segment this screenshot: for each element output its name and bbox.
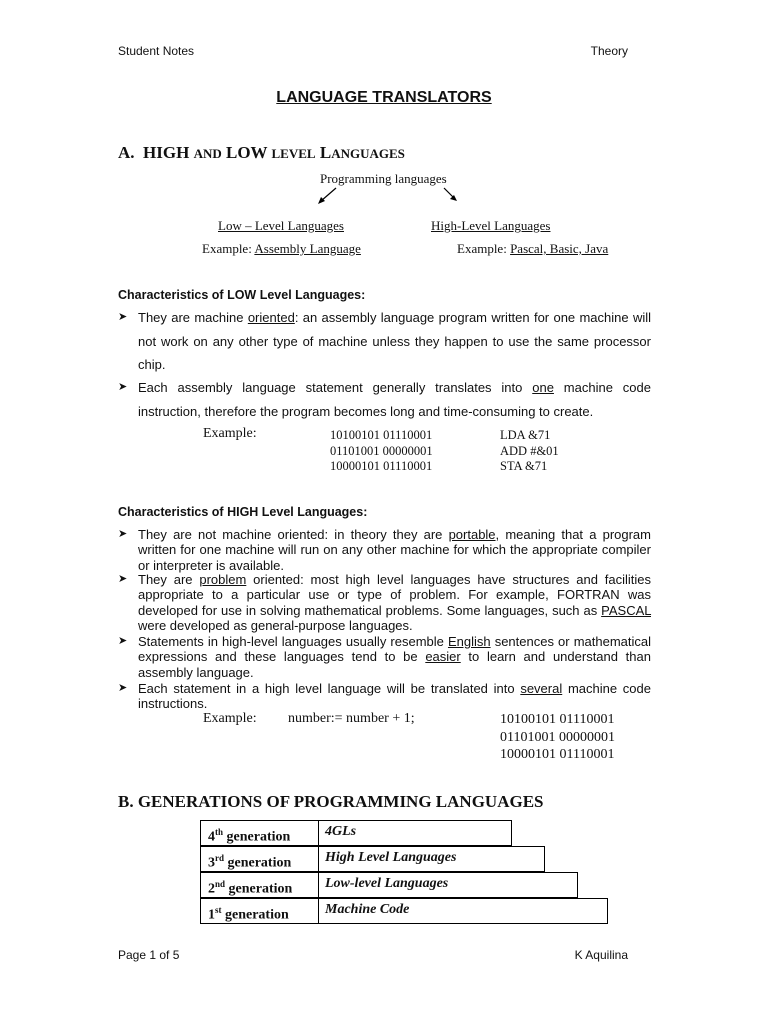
generation-row-3: [200, 846, 545, 872]
generation-row-2: [200, 872, 578, 898]
list-item: ➤ They are problem oriented: most high level languages have structures and facilities appropriate to a particular use or type of problem. For example, FORTRAN was developed for use in solving mathematical problems. Some languages, such as PASCAL were developed as general-purpose languages.: [118, 572, 651, 634]
low-example-label: Example:: [203, 426, 257, 441]
list-item: ➤ They are not machine oriented: in theory they are portable, meaning that a program written for one machine will run on any other machine for which the appropriate compiler or interpreter is available.: [118, 527, 651, 573]
header-right: Theory: [590, 44, 628, 58]
low-level-example: Example: Assembly Language: [202, 241, 361, 256]
low-level-heading: Characteristics of LOW Level Languages:: [118, 288, 366, 302]
generation-label: 1st generation: [201, 899, 319, 923]
tree-root-label: Programming languages: [320, 171, 447, 186]
low-assembly-code: LDA &71 ADD #&01 STA &71: [500, 428, 559, 473]
page-title: LANGUAGE TRANSLATORS: [276, 89, 492, 106]
arrowhead-bullet-icon: ➤: [118, 573, 128, 585]
generation-desc: Low-level Languages: [325, 876, 449, 891]
arrowhead-bullet-icon: ➤: [118, 381, 128, 393]
generation-row-4: [200, 820, 512, 846]
arrowhead-bullet-icon: ➤: [118, 311, 128, 323]
high-level-heading: Characteristics of HIGH Level Languages:: [118, 505, 368, 519]
list-item: ➤ Each statement in a high level language will be translated into several machine code instructions.: [118, 681, 651, 712]
high-level-label: High-Level Languages: [431, 218, 551, 233]
arrow-down-right-icon: [440, 186, 460, 204]
list-item: ➤ They are machine oriented: an assembly language program written for one machine will not work on any other type of machine unless they happen to use the same processor chip.: [118, 306, 651, 377]
section-b-heading: B. GENERATIONS OF PROGRAMMING LANGUAGES: [118, 792, 544, 811]
list-item: ➤ Each assembly language statement generally translates into one machine code instruction, therefore the program becomes long and time-consuming to create.: [118, 376, 651, 423]
generation-desc: 4GLs: [325, 824, 357, 839]
high-machine-code: 10100101 01110001 01101001 00000001 10000101 01110001: [500, 712, 615, 762]
generation-row-1: [200, 898, 608, 924]
footer-author: K Aquilina: [574, 948, 628, 962]
high-example-label: Example:: [203, 711, 257, 726]
section-a-heading: A. HIGH AND LOW LEVEL LANGUAGES: [118, 143, 405, 162]
low-level-label: Low – Level Languages: [218, 218, 344, 233]
generation-desc: Machine Code: [325, 902, 410, 917]
low-machine-code: 10100101 01110001 01101001 00000001 10000101 01110001: [330, 428, 433, 473]
arrow-down-left-icon: [316, 186, 340, 206]
arrowhead-bullet-icon: ➤: [118, 528, 128, 540]
list-item: ➤ Statements in high-level languages usually resemble English sentences or mathematical expressions and these languages tend to be easier to learn and understand than assembly language.: [118, 634, 651, 680]
high-level-example: Example: Pascal, Basic, Java: [457, 241, 609, 256]
arrowhead-bullet-icon: ➤: [118, 635, 128, 647]
footer-page-number: Page 1 of 5: [118, 948, 180, 962]
generation-label: 4th generation: [201, 821, 319, 845]
header-left: Student Notes: [118, 44, 195, 58]
generation-label: 3rd generation: [201, 847, 319, 871]
high-example-statement: number:= number + 1;: [288, 711, 415, 726]
arrowhead-bullet-icon: ➤: [118, 682, 128, 694]
generation-label: 2nd generation: [201, 873, 319, 897]
generation-desc: High Level Languages: [325, 850, 457, 865]
